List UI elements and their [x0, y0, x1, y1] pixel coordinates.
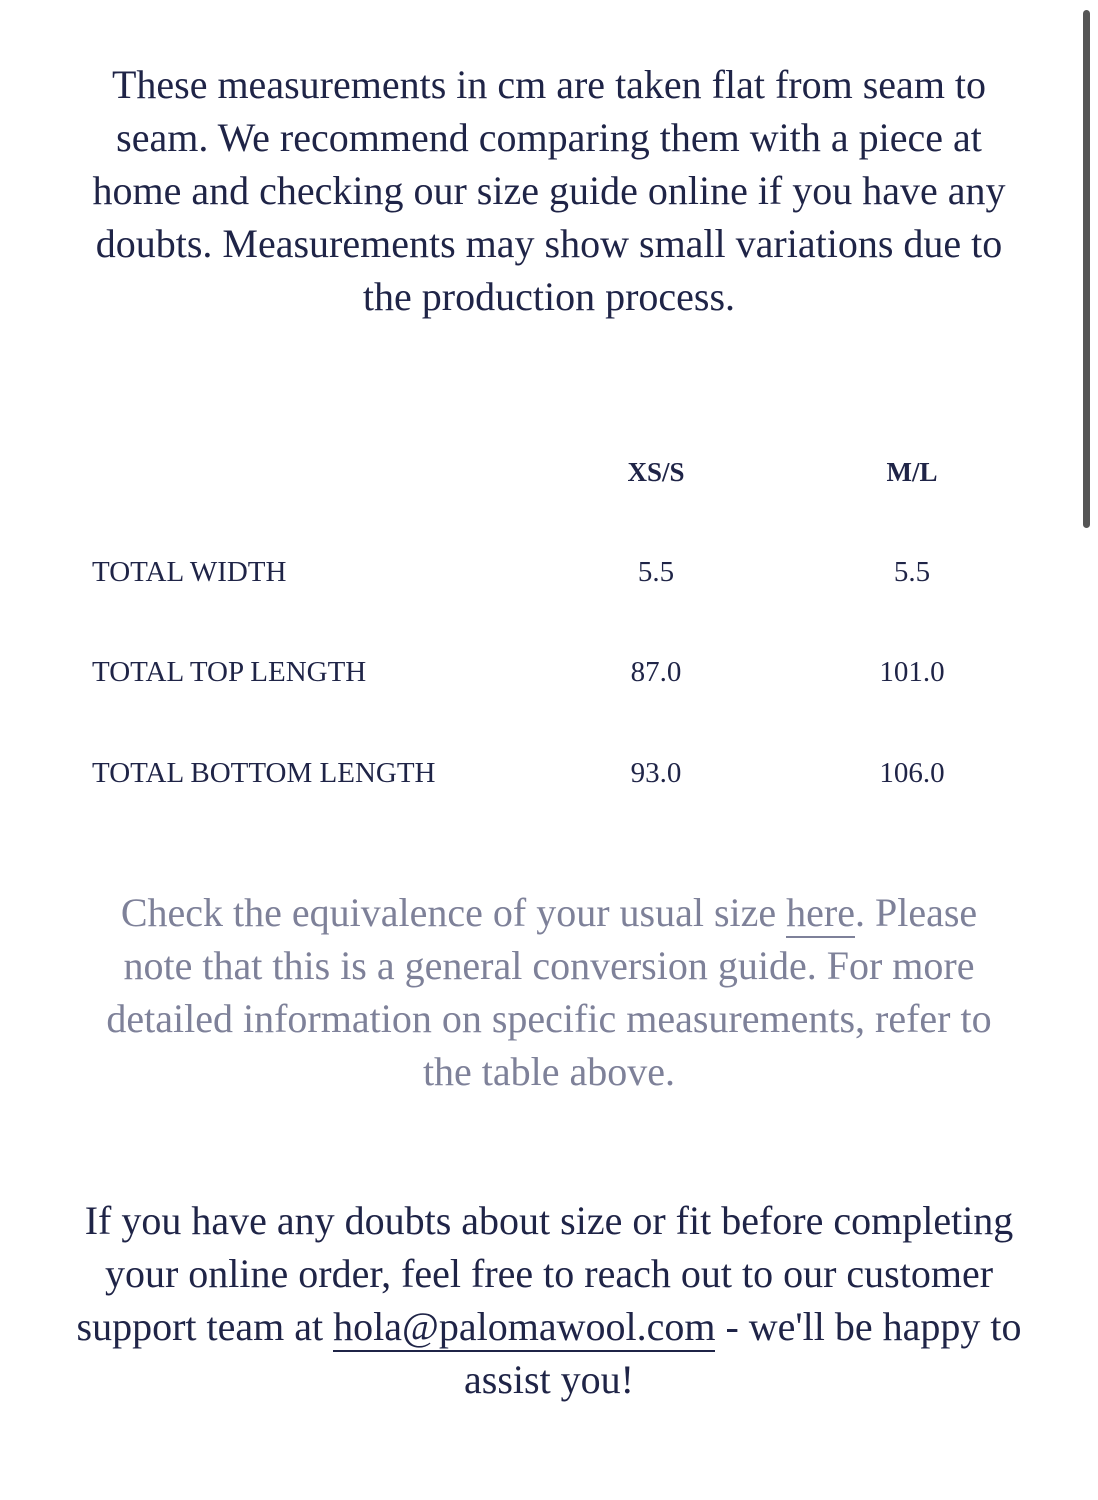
scrollbar-thumb[interactable] — [1083, 10, 1090, 528]
cell-total-bottom-length-m-l: 106.0 — [879, 757, 945, 789]
note-text-after-link: . Please note that this is a general conversion guide. For more detailed information on specific measurements, refer to the table above. — [106, 890, 992, 1094]
note-text-before-link: Check the equivalence of your usual size — [120, 890, 787, 935]
column-header-xs-s: XS/S — [627, 457, 685, 487]
cell-total-top-length-xs-s: 87.0 — [630, 656, 682, 688]
row-label-total-top-length: TOTAL TOP LENGTH — [92, 656, 367, 688]
size-conversion-note — [90, 886, 1008, 1098]
contact-text-after-email: - we'll be happy to assist you! — [464, 1304, 1022, 1402]
row-label-total-width: TOTAL WIDTH — [92, 556, 287, 588]
measurement-intro-text: These measurements in cm are taken flat from seam to seam. We recommend comparing them with a piece at home and checking our size guide online if you have any doubts. Measurements may show small variations due to the production process. — [92, 62, 1006, 319]
size-guide-link[interactable]: here — [786, 890, 855, 938]
support-email-link[interactable]: hola@palomawool.com — [333, 1304, 715, 1352]
cell-total-bottom-length-xs-s: 93.0 — [630, 757, 682, 789]
customer-support-text — [70, 1194, 1028, 1406]
cell-total-width-m-l: 5.5 — [893, 556, 931, 588]
cell-total-width-xs-s: 5.5 — [637, 556, 675, 588]
column-header-m-l: M/L — [886, 457, 938, 487]
cell-total-top-length-m-l: 101.0 — [879, 656, 945, 688]
contact-text-before-email: If you have any doubts about size or fit before completing your online order, feel free to reach out to our customer support team at — [76, 1198, 1014, 1349]
row-label-total-bottom-length: TOTAL BOTTOM LENGTH — [92, 757, 436, 789]
